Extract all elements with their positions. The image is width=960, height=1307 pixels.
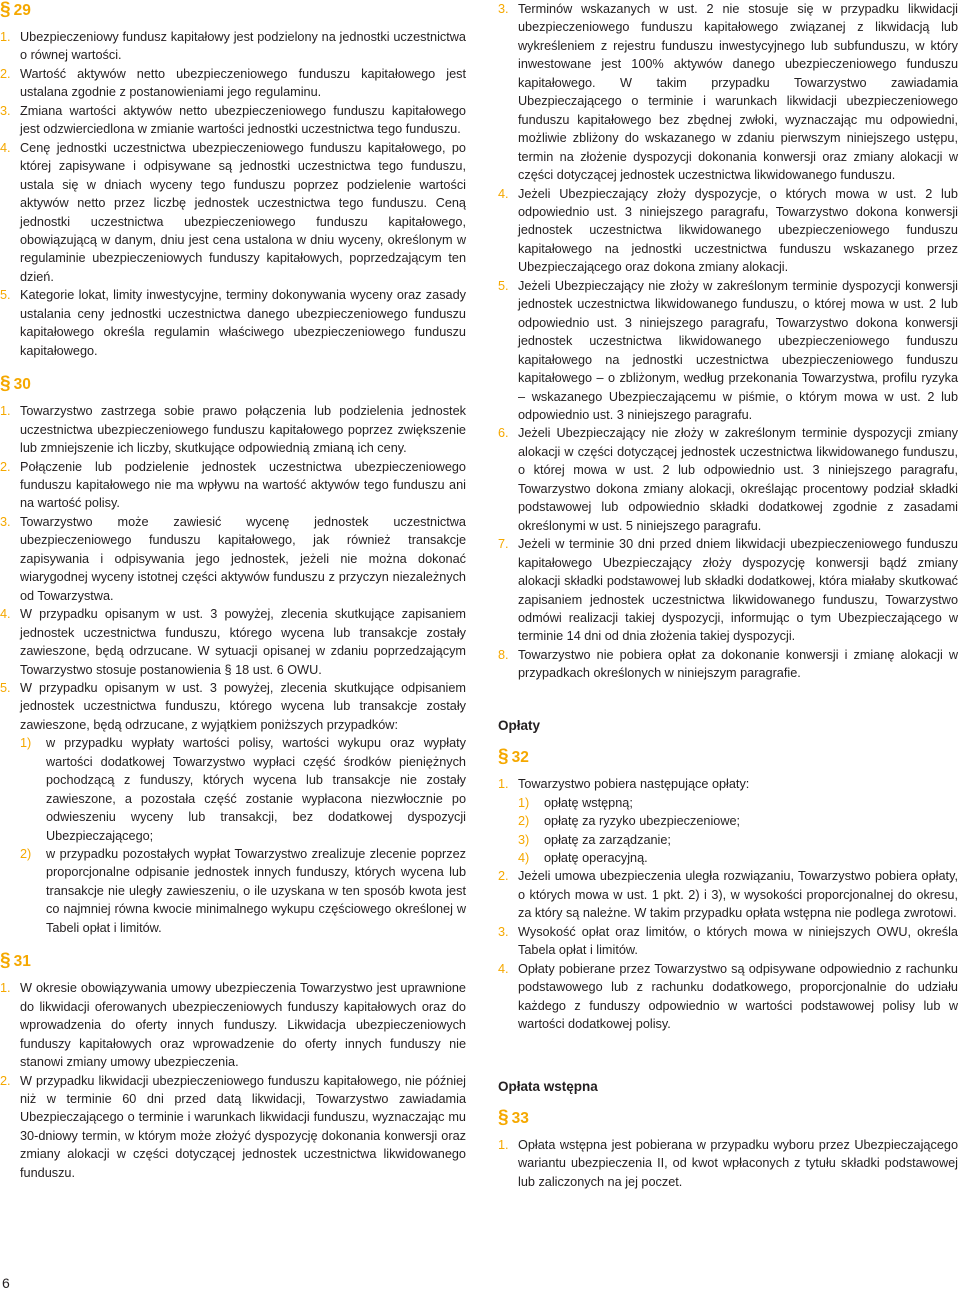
paragraph-item bbox=[498, 960, 958, 1034]
paragraph-item bbox=[498, 775, 958, 867]
paragraph-item bbox=[498, 185, 958, 277]
item-text: Opłata wstępna jest pobierana w przypadku wyboru przez Ubezpieczającego wariantu ubezpieczenia II, od kwot wpłaconych z tytułu składki podstawowej lub zaliczonych na jej poczet. bbox=[518, 1138, 958, 1189]
item-text: Opłaty pobierane przez Towarzystwo są odpisywane odpowiednio z rachunku podstawowego lub z rachunku dodatkowego, proporcjonalnie do udziału każdego z funduszy odpowiednio w wartości podstawowej polisy lub w wartości dodatkowej polisy. bbox=[518, 961, 958, 1032]
section-number: 29 bbox=[13, 2, 31, 19]
sub-item-number: 1) bbox=[20, 736, 32, 751]
heading-oplata-wstepna: Opłata wstępna bbox=[498, 1078, 598, 1094]
item-text: Kategorie lokat, limity inwestycyjne, terminy dokonywania wyceny oraz zasady ustalania ceny jednostki uczestnictwa danego ubezpieczeniowego funduszu kapitałowego określa regulamin właściwego ubezpieczeniowego funduszu kapitałowego. bbox=[20, 288, 466, 358]
item-number: 2. bbox=[498, 869, 509, 884]
item-number: 8. bbox=[498, 647, 509, 662]
section-30-body bbox=[0, 402, 466, 937]
section-heading-33 bbox=[498, 1108, 958, 1129]
sub-item-number: 2) bbox=[518, 814, 530, 829]
paragraph-item bbox=[0, 286, 466, 360]
section-sign: § bbox=[498, 1107, 509, 1129]
page-number: 6 bbox=[2, 1275, 10, 1291]
paragraph-item bbox=[0, 139, 466, 287]
section-sign: § bbox=[498, 746, 509, 768]
section-32-body bbox=[498, 775, 958, 1033]
paragraph-item bbox=[498, 535, 958, 646]
paragraph-item bbox=[498, 923, 958, 960]
section-number: 33 bbox=[511, 1110, 529, 1128]
sub-item-number: 1) bbox=[518, 795, 530, 810]
item-text: Towarzystwo może zawiesić wycenę jednostek uczestnictwa ubezpieczeniowego funduszu kapitałowego, jak również transakcje zapisywania i odpisywania jego jednostek, jeżeli nie można dokonać wiarygodnej wyceny istotnej części aktywów funduszu z przyczyn niezależnych od Towarzystwa. bbox=[20, 514, 466, 603]
sub-item-text: opłatę za ryzyko ubezpieczeniowe; bbox=[544, 814, 741, 829]
section-number: 32 bbox=[511, 749, 529, 767]
sub-item-number: 2) bbox=[20, 847, 32, 862]
sub-item-text: w przypadku wypłaty wartości polisy, wartości wykupu oraz wypłaty wartości dodatkowej Towarzystwo wypłaci część środków pieniężnych pochodzącą z funduszy, których wycena lub transakcje nie zostały zawieszone, a pozostała część zostanie wypłacona niezwłocznie po odwieszeniu wyceny lub transakcji, bez dodatkowej dyspozycji Ubezpieczającego; bbox=[46, 736, 466, 843]
item-text: W przypadku opisanym w ust. 3 powyżej, zlecenia skutkujące odpisaniem jednostek uczestnictwa funduszu, którego wycena lub transakcje zostały zawieszone, będą odrzucane, z wyjątkiem poniższych przypadków: bbox=[20, 680, 466, 732]
item-text: Jeżeli umowa ubezpieczenia uległa rozwiązaniu, Towarzystwo pobiera opłaty, o których mowa w ust. 1 pkt. 2) i 3), w wysokości proporcjonalnej do okresu, za który są należne. W takim przypadku opłata wstępna nie podlega zwrotowi. bbox=[518, 869, 958, 921]
item-number: 7. bbox=[498, 537, 509, 552]
sub-item-text: opłatę za zarządzanie; bbox=[544, 832, 671, 847]
section-29-body bbox=[0, 28, 466, 360]
item-number: 1. bbox=[0, 981, 11, 996]
section-33-body bbox=[498, 1136, 958, 1191]
sub-item-text: opłatę operacyjną. bbox=[544, 851, 648, 866]
sub-item-text: opłatę wstępną; bbox=[544, 795, 633, 810]
heading-oplaty: Opłaty bbox=[498, 717, 541, 733]
item-number: 2. bbox=[0, 459, 11, 474]
item-number: 1. bbox=[498, 1138, 509, 1153]
item-number: 4. bbox=[498, 186, 509, 201]
item-text: W przypadku likwidacji ubezpieczeniowego funduszu kapitałowego, nie później niż w terminie 60 dni przed datą likwidacji, Towarzystwo zawiadamia Ubezpieczającego o terminie i warunkach likwidacji funduszu, wyznaczając mu 30-dniowy termin, w którym może złożyć dyspozycję dokonania konwersji oraz zmiany alokacji w części dotyczącej jednostek uczestnictwa likwidowanego funduszu. bbox=[20, 1073, 466, 1180]
sub-item-text: w przypadku pozostałych wypłat Towarzystwo zrealizuje zlecenie poprzez proporcjonalne odpisanie jednostek innych funduszy, których wycena lub transakcje nie uległy zawieszeniu, o ile uzyskana w ten sposób kwota jest co najmniej równa kwocie minimalnego wykupu częściowego określonej w Tabeli opłat i limitów. bbox=[46, 847, 466, 935]
paragraph-item bbox=[498, 867, 958, 922]
item-text: Towarzystwo zastrzega sobie prawo połączenia lub podzielenia jednostek uczestnictwa ubezpieczeniowego funduszu kapitałowego poprzez zwiększenie lub zmniejszenie ich liczby, skutkujące odpowiednią zmianą ich ceny. bbox=[20, 404, 466, 456]
item-text: Jeżeli w terminie 30 dni przed dniem likwidacji ubezpieczeniowego funduszu kapitałowego Ubezpieczający złoży dyspozycję konwersji bądź zmiany alokacji składki podstawowej lub składki dodatkowej, która miałaby skutkować zapisaniem jednostek uczestnictwa likwidowanego funduszu, Towarzystwo odmówi realizacji takiej dyspozycji, informując o tym Ubezpieczającego w terminie 14 dni od dnia złożenia takiej dyspozycji. bbox=[518, 537, 958, 644]
item-text: Jeżeli Ubezpieczający nie złoży w zakreślonym terminie dyspozycji zmiany alokacji w części dotyczącej jednostek uczestnictwa likwidowanego funduszu, o której mowa w ust. 2 lub odpowiednio ust. 3 niniejszego paragrafu, Towarzystwo dokona zmiany alokacji, określając procentowy podział składki podstawowej lub odpowiednio składki dodatkowej zgodnie z zasadami określonymi w ust. 5 niniejszego paragrafu. bbox=[518, 426, 958, 533]
left-column bbox=[0, 0, 466, 1182]
item-number: 3. bbox=[0, 103, 11, 118]
section-heading-31 bbox=[0, 951, 466, 972]
item-number: 6. bbox=[498, 426, 509, 441]
item-number: 4. bbox=[0, 140, 11, 155]
item-number: 4. bbox=[498, 961, 509, 976]
item-number: 1. bbox=[0, 404, 11, 419]
right-column bbox=[498, 0, 958, 1191]
section-number: 30 bbox=[13, 376, 31, 394]
item-number: 5. bbox=[0, 288, 11, 303]
section-sign: § bbox=[0, 0, 11, 20]
paragraph-item bbox=[498, 0, 958, 185]
paragraph-item bbox=[498, 277, 958, 425]
section-heading-29 bbox=[0, 0, 466, 21]
paragraph-item bbox=[498, 424, 958, 535]
item-number: 1. bbox=[0, 30, 11, 44]
sub-item bbox=[20, 734, 466, 845]
item-number: 2. bbox=[0, 1073, 11, 1088]
sub-item-number: 4) bbox=[518, 851, 530, 866]
item-text: Towarzystwo pobiera następujące opłaty: bbox=[518, 777, 750, 792]
section-heading-32 bbox=[498, 747, 958, 768]
sub-item bbox=[518, 849, 958, 867]
item-number: 1. bbox=[498, 777, 509, 792]
item-text: Połączenie lub podzielenie jednostek uczestnictwa ubezpieczeniowego funduszu kapitałowego nie ma wpływu na wartość aktywów tego funduszu ani na wartość polisy. bbox=[20, 459, 466, 511]
paragraph-item bbox=[0, 679, 466, 937]
item-number: 2. bbox=[0, 66, 11, 81]
item-number: 4. bbox=[0, 607, 11, 622]
paragraph-item bbox=[0, 65, 466, 102]
paragraph-item bbox=[0, 979, 466, 1071]
section-sign: § bbox=[0, 373, 11, 395]
paragraph-item bbox=[0, 605, 466, 679]
paragraph-item bbox=[0, 458, 466, 513]
paragraph-item bbox=[0, 1072, 466, 1183]
paragraph-item bbox=[0, 102, 466, 139]
section-31-body bbox=[0, 979, 466, 1182]
paragraph-item bbox=[0, 28, 466, 65]
item-text: Terminów wskazanych w ust. 2 nie stosuje się w przypadku likwidacji ubezpieczeniowego funduszu kapitałowego związanej z likwidacją lub wykreśleniem z rejestru funduszu inwestycyjnego lub subfunduszu, w który inwestowane jest 100% aktywów danego ubezpieczeniowego funduszu kapitałowego. W takim przypadku Towarzystwo zawiadamia Ubezpieczającego o terminie i warunkach likwidacji ubezpieczeniowego funduszu kapitałowego bez zbędnej zwłoki, wyznaczając mu odpowiedni, możliwie zbliżony do wskazanego w zdaniu pierwszym niniejszego ustępu, termin na złożenie dyspozycji dokonania konwersji oraz zmiany alokacji w części dotyczącej jednostek uczestnictwa likwidowanego funduszu. bbox=[518, 2, 958, 183]
item-body bbox=[518, 775, 958, 867]
sub-item-number: 3) bbox=[518, 832, 530, 847]
item-text: Jeżeli Ubezpieczający nie złoży w zakreślonym terminie dyspozycji konwersji jednostek uczestnictwa likwidowanego funduszu, o której mowa w ust. 2 lub odpowiednio ust. 3 niniejszego paragrafu, Towarzystwo dokona konwersji jednostek uczestnictwa likwidowanego ubezpieczeniowego funduszu kapitałowego na jednostki uczestnictwa ubezpieczeniowego funduszu kapitałowego – o zbliżonym, według przekonania Towarzystwa, profilu ryzyka – wskazanego Ubezpieczającemu w piśmie, o którym mowa w ust. 2 lub odpowiednio ust. 3 niniejszego paragrafu. bbox=[518, 278, 958, 422]
sub-item bbox=[20, 845, 466, 937]
item-number: 5. bbox=[498, 278, 509, 293]
item-number: 5. bbox=[0, 680, 11, 695]
section-number: 31 bbox=[13, 953, 31, 971]
sub-item bbox=[518, 794, 958, 812]
item-text: Zmiana wartości aktywów netto ubezpieczeniowego funduszu kapitałowego jest odzwierciedlona w zmianie wartości jednostki uczestnictwa tego funduszu. bbox=[20, 103, 466, 137]
item-text: W przypadku opisanym w ust. 3 powyżej, zlecenia skutkujące zapisaniem jednostek uczestnictwa funduszu, którego wycena lub transakcje zostały zawieszone, będą odrzucane. W sytuacji opisanej w zdaniu poprzedzającym Towarzystwo stosuje postanowienia § 18 ust. 6 OWU. bbox=[20, 607, 466, 677]
paragraph-item bbox=[0, 513, 466, 605]
item-text: Towarzystwo nie pobiera opłat za dokonanie konwersji i zmianę alokacji w przypadkach określonych w niniejszym paragrafie. bbox=[518, 647, 958, 681]
section-heading-30 bbox=[0, 374, 466, 395]
sub-item bbox=[518, 812, 958, 830]
paragraph-item bbox=[0, 402, 466, 457]
section-31-continued bbox=[498, 0, 958, 683]
item-text: Wartość aktywów netto ubezpieczeniowego funduszu kapitałowego jest ustalana zgodnie z postanowieniami jego regulaminu. bbox=[20, 66, 466, 100]
item-text: Jeżeli Ubezpieczający złoży dyspozycje, o których mowa w ust. 2 lub odpowiednio ust. 3 niniejszego paragrafu, Towarzystwo dokona konwersji jednostek uczestnictwa likwidowanego ubezpieczeniowego funduszu kapitałowego na jednostki uczestnictwa funduszu wskazanego przez Ubezpieczającego oraz dokona zmiany alokacji. bbox=[518, 186, 958, 275]
item-text: Cenę jednostki uczestnictwa ubezpieczeniowego funduszu kapitałowego, po której zapisywane i odpisywane są jednostki uczestnictwa tego funduszu, ustala się w dniach wyceny tego funduszu poprzez podzielenie wartości aktywów netto przez liczbę jednostek uczestnictwa tego funduszu. Ceną jednostki uczestnictwa ubezpieczeniowego funduszu kapitałowego, obowiązującą w danym, dniu jest cena ustalona w dniu wyceny, określonym w regulaminie ubezpieczeniowych funduszy kapitałowych, poprzedzającym ten dzień. bbox=[20, 140, 466, 284]
section-sign: § bbox=[0, 950, 11, 972]
item-text: Wysokość opłat oraz limitów, o których mowa w niniejszych OWU, określa Tabela opłat i limitów. bbox=[518, 924, 958, 958]
item-text: Ubezpieczeniowy fundusz kapitałowy jest podzielony na jednostki uczestnictwa o równej wartości. bbox=[20, 30, 466, 63]
paragraph-item bbox=[498, 646, 958, 683]
item-body bbox=[20, 679, 466, 937]
paragraph-item bbox=[498, 1136, 958, 1191]
item-number: 3. bbox=[0, 514, 11, 529]
item-text: W okresie obowiązywania umowy ubezpieczenia Towarzystwo jest uprawnione do likwidacji oferowanych ubezpieczeniowych funduszy kapitałowych oraz do wprowadzenia do oferty innych funduszy. Likwidacja ubezpieczeniowych funduszy kapitałowych oraz wprowadzenie do oferty innych funduszy nie stanowi zmiany umowy ubezpieczenia. bbox=[20, 981, 466, 1070]
item-number: 3. bbox=[498, 924, 509, 939]
sub-item bbox=[518, 831, 958, 849]
item-number: 3. bbox=[498, 2, 509, 16]
